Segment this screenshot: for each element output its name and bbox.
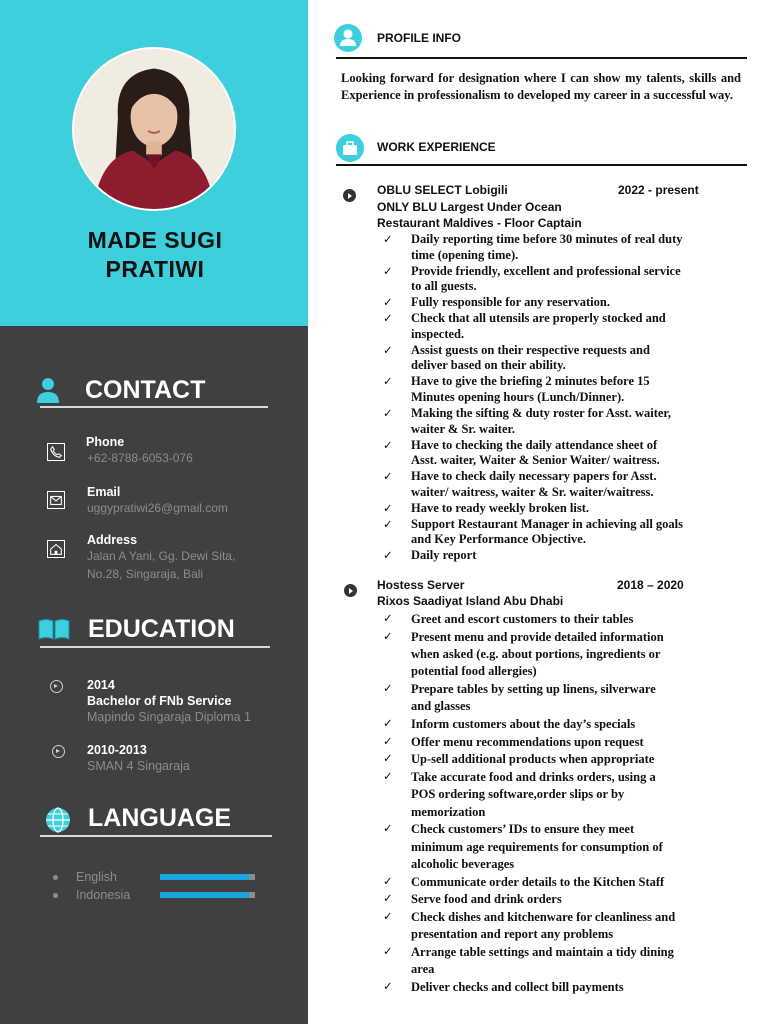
work-heading: WORK EXPERIENCE [377,140,496,154]
duty-item [383,681,723,716]
checkmark-icon: ✓ [383,611,393,625]
name-second-line: PRATIWI [105,256,205,282]
duty-text-line: Have to checking the daily attendance sheet of [411,437,658,452]
duty-text-line: time (opening time). [411,247,519,262]
duty-text-line: Offer menu recommendations upon request [411,734,644,749]
checkmark-icon: ✓ [383,263,393,278]
duty-item [383,821,723,873]
duty-item [383,469,723,500]
sidebar-panel [0,326,308,1024]
checkmark-icon: ✓ [383,406,393,420]
duty-text-line: waiter/ waitress, waiter & Sr. waiter/waitress. [411,484,654,499]
job-bullet-icon [343,189,356,202]
duty-item [383,891,723,908]
duty-text-line: alcoholic beverages [411,856,515,871]
phone-icon [47,443,65,461]
duty-text-line: Arrange table settings and maintain a tidy dining [411,945,674,960]
profile-photo [72,47,236,211]
contact-heading: CONTACT [85,376,206,404]
job-period: 2018 – 2020 [617,578,684,592]
duty-text-line: Fully responsible for any reservation. [411,295,610,310]
job-title: Hostess Server [377,578,465,592]
duty-item [383,295,723,311]
duty-text-line: memorization [411,804,486,819]
profile-divider [336,57,747,59]
address-label: Address [87,533,138,547]
duty-text-line: Asst. waiter, Waiter & Senior Waiter/ waitress. [411,453,660,468]
duty-item [383,517,723,548]
duty-text-line: POS ordering software,order slips or by [411,787,625,802]
duty-item [383,374,723,405]
duty-item [383,716,723,733]
checkmark-icon: ✓ [383,909,393,924]
duty-text-line: Daily reporting time before 30 minutes of real duty [411,232,683,246]
checkmark-icon: ✓ [383,979,393,994]
home-icon [47,540,65,558]
job-employer: Rixos Saadiyat Island Abu Dhabi [377,594,564,608]
duty-text-line: potential food allergies) [411,664,537,679]
checkmark-icon: ✓ [383,769,393,784]
duty-text-line: waiter & Sr. waiter. [411,421,516,436]
duty-item [383,548,723,564]
duty-item [383,769,723,821]
duty-text-line: Inform customers about the day’s specials [411,717,636,731]
duty-item [383,343,723,374]
duty-text-line: Prepare tables by setting up linens, silverware [411,682,656,696]
duty-text-line: Present menu and provide detailed information [411,629,664,644]
duty-text-line: Assist guests on their respective requests and [411,342,650,357]
education-school: SMAN 4 Singaraja [87,759,190,773]
duty-text-line: Take accurate food and drinks orders, using a [411,770,656,785]
duty-item [383,629,723,681]
duty-text-line: Minutes opening hours (Lunch/Dinner). [411,389,625,404]
language-level-bar [160,874,255,880]
briefcase-icon [336,134,364,162]
duty-text-line: Up-sell additional products when appropriate [411,752,655,767]
duty-text-line: Making the sifting & duty roster for Asst. waiter, [411,406,671,420]
language-heading: LANGUAGE [88,804,232,832]
language-divider [40,835,272,837]
language-level-fill [160,874,249,880]
duty-text-line: Check that all utensils are properly stocked and [411,311,666,326]
checkmark-icon: ✓ [383,469,393,484]
email-label: Email [87,485,121,499]
checkmark-icon: ✓ [383,311,393,326]
language-level-fill [160,892,249,898]
duty-text-line: Have to ready weekly broken list. [411,500,590,515]
duty-item [383,264,723,295]
duty-text-line: Have to give the briefing 2 minutes before 15 [411,374,650,389]
checkmark-icon: ✓ [383,628,393,643]
duty-text-line: and Key Performance Objective. [411,532,586,547]
checkmark-icon: ✓ [383,873,393,888]
duty-text-line: and glasses [411,699,471,714]
duty-text-line: presentation and report any problems [411,927,614,942]
person-icon [37,377,59,403]
phone-value: +62-8788-6053-076 [87,451,193,465]
duty-item [383,944,723,979]
name-first-line: MADE SUGI [87,227,223,253]
user-icon [334,24,362,52]
checkmark-icon: ✓ [383,295,393,310]
duty-item [383,311,723,342]
checkmark-icon: ✓ [383,681,393,695]
candidate-name [40,226,270,284]
duty-item [383,979,723,996]
duty-text-line: Greet and escort customers to their tables [411,612,634,626]
duty-text-line: deliver based on their ability. [411,358,566,373]
checkmark-icon: ✓ [383,821,393,836]
checkmark-icon: ✓ [383,437,393,452]
duty-text-line: Have to check daily necessary papers for Asst. [411,469,657,484]
duty-text-line: Provide friendly, excellent and professional service [411,263,681,278]
duty-text-line: Serve food and drink orders [411,892,562,907]
checkmark-icon: ✓ [383,548,393,563]
mail-icon [47,491,65,509]
phone-label: Phone [86,435,125,449]
duty-text-line: Check dishes and kitchenware for cleanliness and [411,910,676,925]
duty-text-line: minimum age requirements for consumption of [411,839,663,854]
duty-item [383,874,723,891]
book-icon [38,618,70,640]
job-employer-role: Restaurant Maldives - Floor Captain [377,216,582,230]
duty-item [383,734,723,751]
education-divider [40,646,270,648]
education-heading: EDUCATION [88,615,235,643]
duty-item [383,751,723,768]
education-degree: Bachelor of FNb Service [87,694,232,708]
language-name: Indonesia [76,888,131,902]
duty-item [383,438,723,469]
duty-text-line: area [411,962,435,977]
checkmark-icon: ✓ [383,944,393,959]
language-bullet [53,875,58,880]
checkmark-icon: ✓ [383,733,393,748]
duty-text-line: Deliver checks and collect bill payments [411,980,624,995]
address-line-2: No.28, Singaraja, Bali [87,567,204,581]
language-level-bar [160,892,255,898]
checkmark-icon: ✓ [383,374,393,389]
language-name: English [76,870,117,884]
duty-text-line: to all guests. [411,279,477,294]
education-year: 2010-2013 [87,743,147,757]
duty-item [383,611,723,628]
duty-item [383,909,723,944]
duty-text-line: inspected. [411,326,465,341]
duty-text-line: Communicate order details to the Kitchen Staff [411,874,665,889]
contact-divider [40,406,268,408]
checkmark-icon: ✓ [383,342,393,357]
checkmark-icon: ✓ [383,500,393,515]
language-bullet [53,893,58,898]
education-bullet-icon [52,745,65,758]
checkmark-icon: ✓ [383,516,393,531]
checkmark-icon: ✓ [383,232,393,246]
duty-item [383,406,723,437]
checkmark-icon: ✓ [383,891,393,906]
education-school: Mapindo Singaraja Diploma 1 [87,710,251,724]
duty-text-line: when asked (e.g. about portions, ingredients or [411,646,661,661]
education-bullet-icon [50,680,63,693]
email-value: uggypratiwi26@gmail.com [87,501,228,515]
job-title: OBLU SELECT Lobigili [377,183,508,197]
job-period: 2022 - present [618,183,699,197]
duty-text-line: Support Restaurant Manager in achieving all goals [411,516,684,531]
job-employer: ONLY BLU Largest Under Ocean [377,200,562,214]
address-line-1: Jalan A Yani, Gg. Dewi Sita, [87,549,236,563]
duty-item [383,501,723,517]
duty-text-line: Check customers’ IDs to ensure they meet [411,822,635,837]
profile-heading: PROFILE INFO [377,31,461,45]
checkmark-icon: ✓ [383,751,393,766]
duty-text-line: Daily report [411,548,477,563]
globe-icon [44,806,72,834]
job-bullet-icon [344,584,357,597]
checkmark-icon: ✓ [383,716,393,730]
profile-summary: Looking forward for designation where I can show my talents, skills and Experience in professionalism to developed my career in a successful way. [341,71,741,102]
work-divider [336,164,747,166]
duty-item [383,232,723,263]
education-year: 2014 [87,678,115,692]
